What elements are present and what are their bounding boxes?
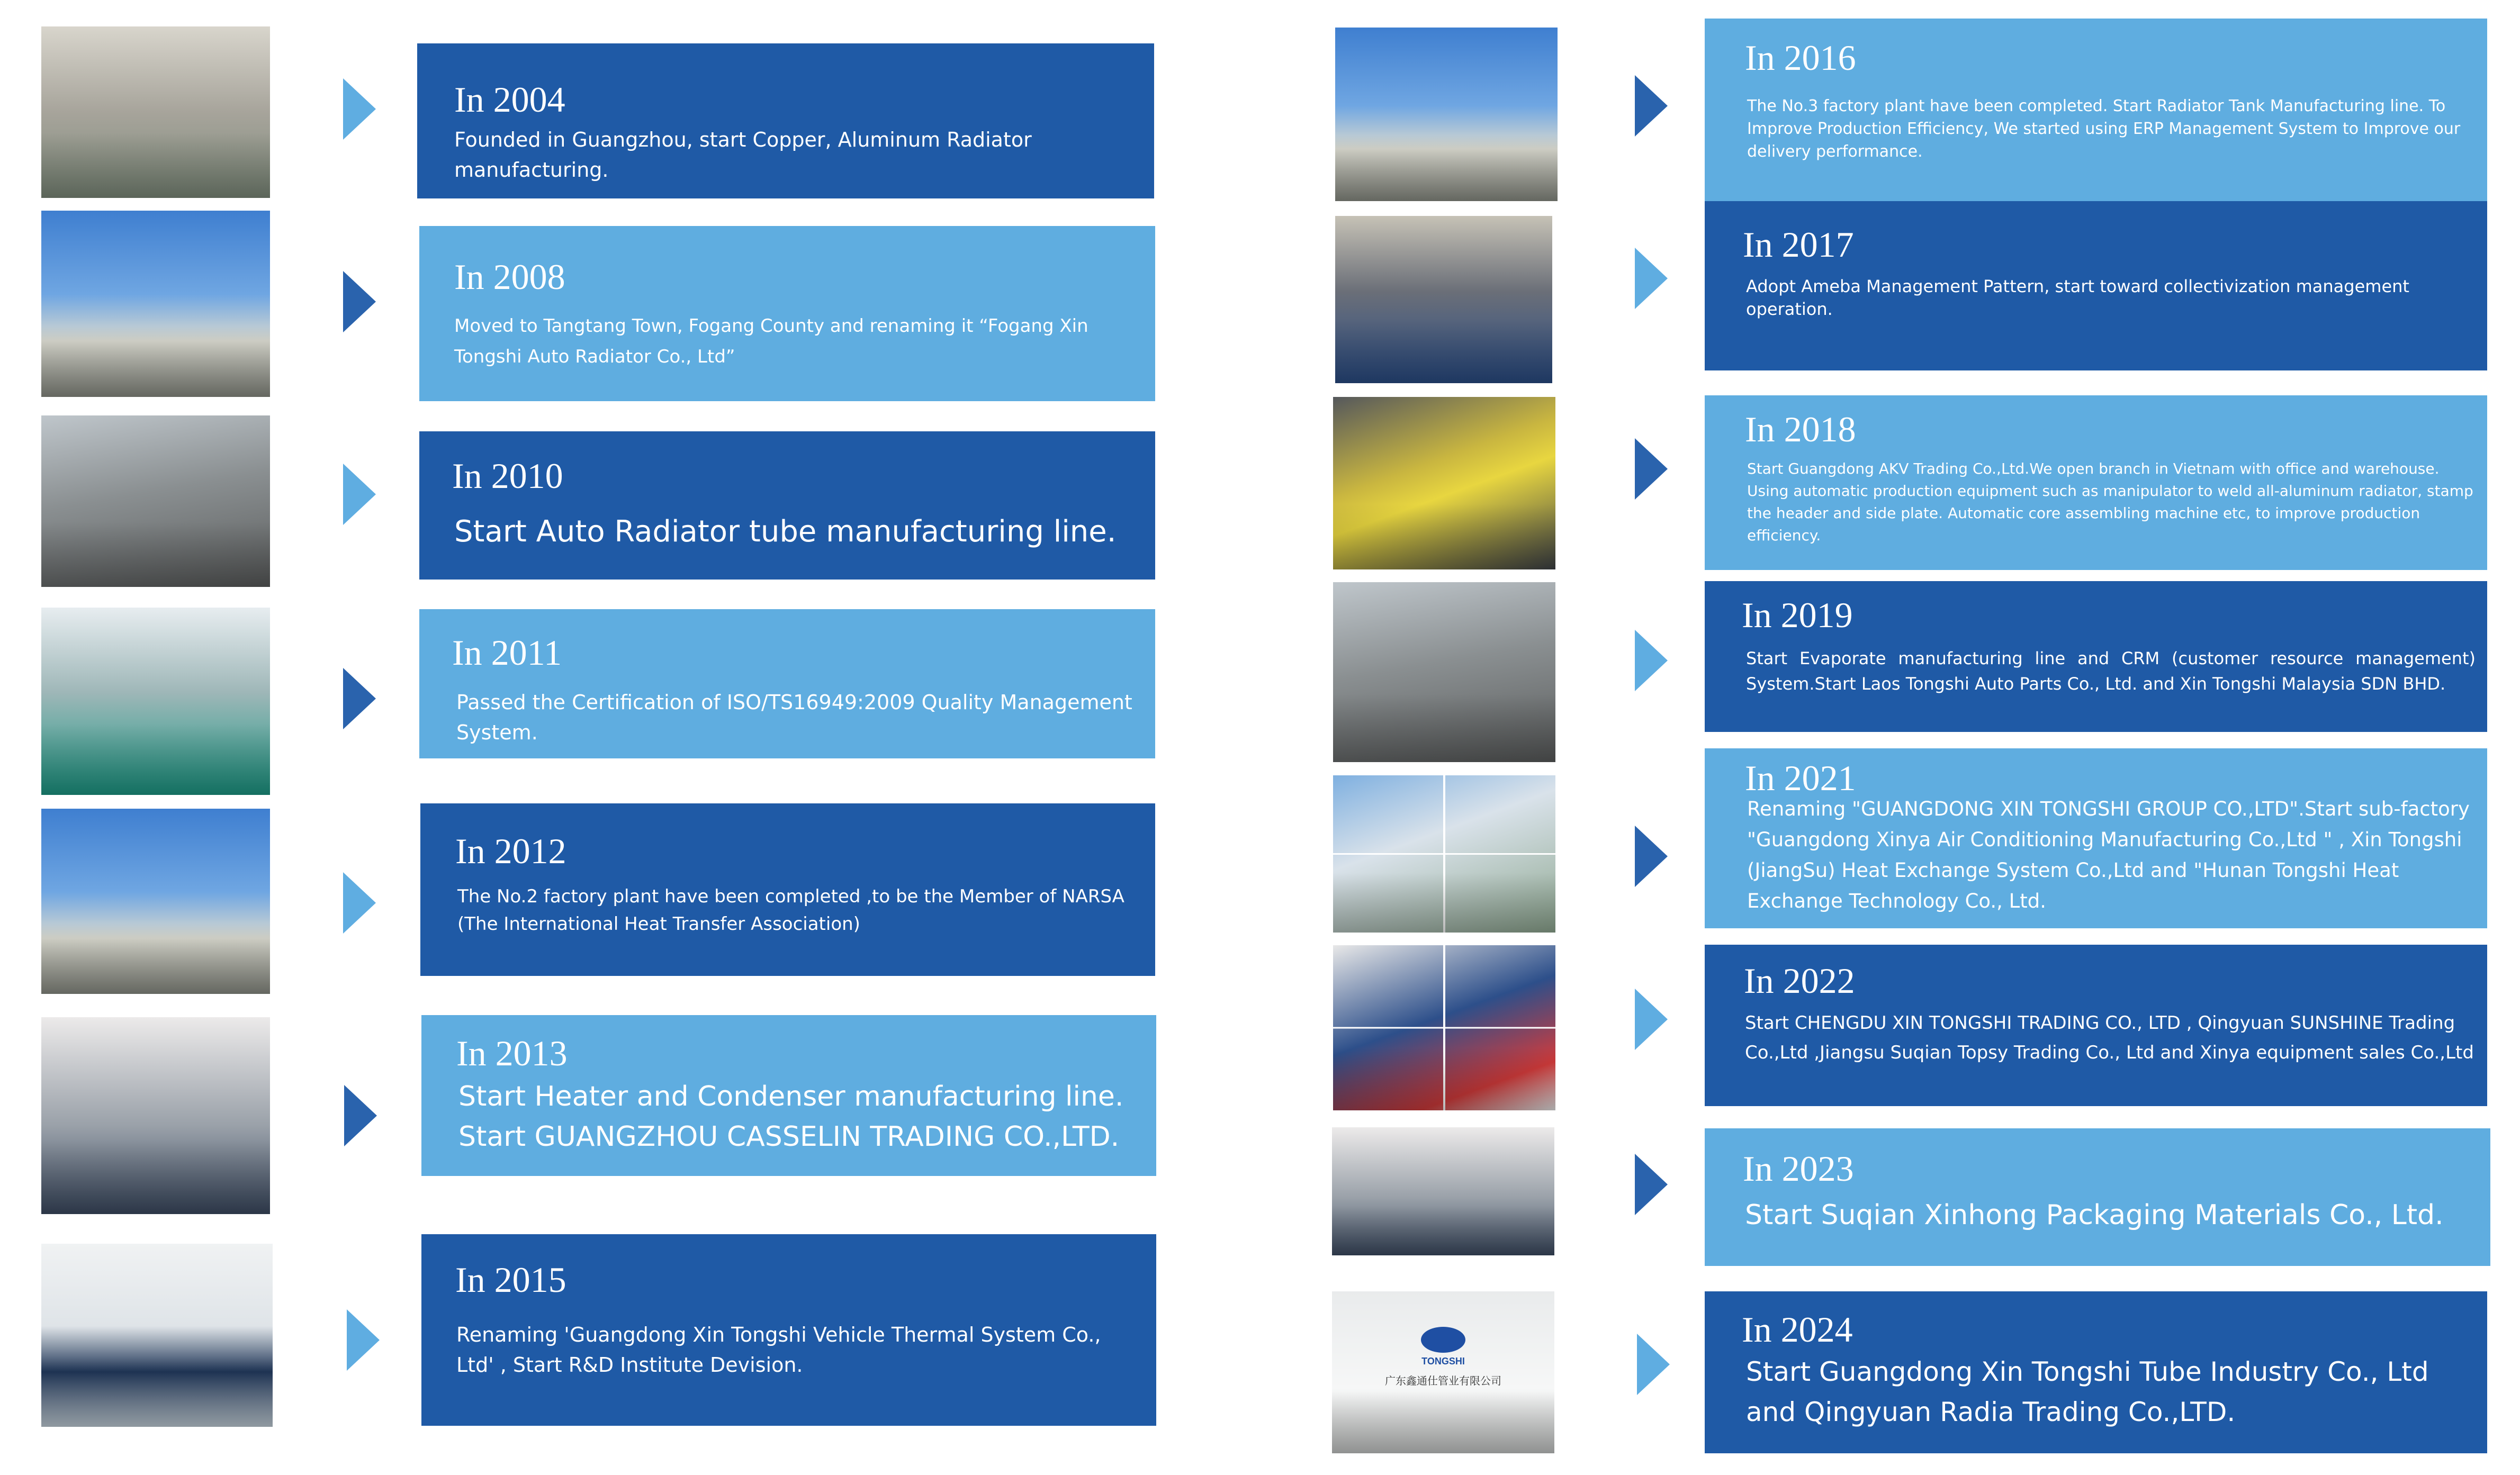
robot-arm-photo bbox=[1333, 397, 1555, 569]
entry-year: In 2016 bbox=[1745, 38, 1856, 78]
arrow-right-icon bbox=[344, 1085, 377, 1146]
entry-year: In 2010 bbox=[452, 456, 563, 496]
arrow-right-icon bbox=[343, 872, 376, 934]
entry-description: Renaming 'Guangdong Xin Tongshi Vehicle Thermal System Co., Ltd' , Start R&D Institute Devision. bbox=[456, 1323, 1101, 1377]
timeline-entry-2012 bbox=[420, 803, 1155, 976]
timeline-entry-2004 bbox=[417, 43, 1154, 198]
timeline-entry-2018 bbox=[1705, 395, 2487, 570]
meeting-crowd-photo bbox=[1335, 216, 1552, 383]
entry-year: In 2004 bbox=[454, 79, 565, 120]
plant-building-photo bbox=[41, 809, 270, 994]
arrow-right-icon bbox=[343, 271, 376, 332]
heater-line-photo bbox=[41, 1017, 270, 1214]
entry-year: In 2011 bbox=[452, 632, 562, 673]
entry-year: In 2022 bbox=[1744, 961, 1855, 1001]
team-photo bbox=[41, 1244, 273, 1427]
workshop-photo bbox=[41, 608, 270, 795]
timeline-entry-2021 bbox=[1705, 748, 2487, 928]
entry-description: Start Guangdong AKV Trading Co.,Ltd.We open branch in Vietnam with office and warehouse. Using automatic production equipment such as manipulator to weld all-aluminum radiator, stamp the header and side plate. Automatic core assembling machine etc, to improve production efficiency. bbox=[1747, 460, 2473, 544]
entry-year: In 2018 bbox=[1745, 409, 1856, 449]
company-logo-wall-photo bbox=[1332, 1291, 1554, 1453]
timeline-entry-2015 bbox=[421, 1234, 1156, 1426]
entry-year: In 2019 bbox=[1742, 595, 1853, 635]
timeline-entry-2019 bbox=[1705, 581, 2487, 732]
arrow-right-icon bbox=[1635, 438, 1668, 500]
entry-year: In 2017 bbox=[1743, 224, 1854, 265]
logo-wall-sign: 广东鑫通仕管业有限公司 bbox=[1385, 1374, 1501, 1387]
arrow-right-icon bbox=[1635, 989, 1668, 1050]
timeline-entry-2017 bbox=[1705, 201, 2487, 370]
timeline-entry-2023 bbox=[1705, 1128, 2490, 1266]
entry-description: Renaming "GUANGDONG XIN TONGSHI GROUP CO.,LTD".Start sub-factory "Guangdong Xinya Air Conditioning Manufacturing Co.,Ltd " , Xin Tongshi (JiangSu) Heat Exchange System Co.,Ltd and "Hunan Tongshi Heat Exchange Technology Co., Ltd. bbox=[1747, 798, 2470, 912]
factory-hall-photo bbox=[41, 26, 270, 198]
packaging-machine-photo bbox=[1332, 1127, 1554, 1255]
arrow-right-icon bbox=[1635, 826, 1668, 887]
office-building-photo bbox=[1335, 28, 1558, 201]
entry-year: In 2024 bbox=[1742, 1309, 1853, 1350]
entry-description: Start CHENGDU XIN TONGSHI TRADING CO., LTD , Qingyuan SUNSHINE Trading Co.,Ltd ,Jiangsu Suqian Topsy Trading Co., Ltd and Xinya equipment sales Co.,Ltd bbox=[1745, 1012, 2474, 1063]
tube-line-photo bbox=[41, 415, 270, 587]
timeline-entry-2024 bbox=[1705, 1291, 2487, 1453]
entry-description: Moved to Tangtang Town, Fogang County and renaming it “Fogang Xin Tongshi Auto Radiator Co., Ltd” bbox=[454, 315, 1088, 367]
timeline-entry-2013 bbox=[421, 1015, 1156, 1176]
entry-description: The No.2 factory plant have been completed ,to be the Member of NARSA (The International Heat Transfer Association) bbox=[457, 886, 1124, 935]
timeline-entry-2010 bbox=[419, 431, 1155, 580]
arrow-right-icon bbox=[343, 464, 376, 525]
entry-year: In 2012 bbox=[455, 831, 566, 871]
arrow-right-icon bbox=[1635, 248, 1668, 309]
timeline-entry-2011 bbox=[419, 609, 1155, 758]
timeline-entry-2022 bbox=[1705, 945, 2487, 1106]
timeline-entry-2016 bbox=[1705, 19, 2487, 202]
arrow-right-icon bbox=[343, 668, 376, 729]
entry-description: Start Heater and Condenser manufacturing line. Start GUANGZHOU CASSELIN TRADING CO.,LTD. bbox=[458, 1081, 1124, 1153]
logo-wall-brand: TONGSHI bbox=[1421, 1356, 1465, 1367]
entry-description: Adopt Ameba Management Pattern, start toward collectivization management operation. bbox=[1746, 276, 2409, 319]
arrow-right-icon bbox=[347, 1309, 380, 1371]
entry-description: Start Evaporate manufacturing line and CRM (customer resource management) System.Start Laos Tongshi Auto Parts Co., Ltd. and Xin Tongshi Malaysia SDN BHD. bbox=[1746, 648, 2476, 694]
arrow-right-icon bbox=[343, 78, 376, 140]
entry-year: In 2023 bbox=[1743, 1148, 1854, 1189]
entry-description: Start Suqian Xinhong Packaging Materials Co., Ltd. bbox=[1745, 1199, 2444, 1231]
factory-gate-photo bbox=[41, 211, 270, 397]
entry-year: In 2013 bbox=[456, 1033, 568, 1073]
entry-description: Passed the Certification of ISO/TS16949:2009 Quality Management System. bbox=[456, 691, 1132, 744]
entry-year: In 2015 bbox=[455, 1260, 566, 1300]
arrow-right-icon bbox=[1635, 75, 1668, 137]
entry-description: Start Guangdong Xin Tongshi Tube Industry Co., Ltd and Qingyuan Radia Trading Co.,LTD. bbox=[1746, 1356, 2429, 1427]
entry-year: In 2021 bbox=[1745, 758, 1856, 798]
entry-year: In 2008 bbox=[454, 257, 565, 297]
timeline-entry-2008 bbox=[419, 226, 1155, 401]
opening-ceremony-collage-photo bbox=[1333, 945, 1555, 1110]
arrow-right-icon bbox=[1637, 1334, 1670, 1395]
entry-description: The No.3 factory plant have been completed. Start Radiator Tank Manufacturing line. To Improve Production Efficiency, We started using ERP Management System to Improve our delivery performance. bbox=[1747, 97, 2461, 161]
arrow-right-icon bbox=[1635, 1154, 1668, 1215]
entry-description: Founded in Guangzhou, start Copper, Aluminum Radiator manufacturing. bbox=[454, 128, 1032, 182]
entry-description: Start Auto Radiator tube manufacturing line. bbox=[454, 514, 1117, 549]
evaporator-machine-photo bbox=[1333, 582, 1555, 762]
arrow-right-icon bbox=[1635, 630, 1668, 691]
factories-collage-photo bbox=[1333, 775, 1555, 933]
